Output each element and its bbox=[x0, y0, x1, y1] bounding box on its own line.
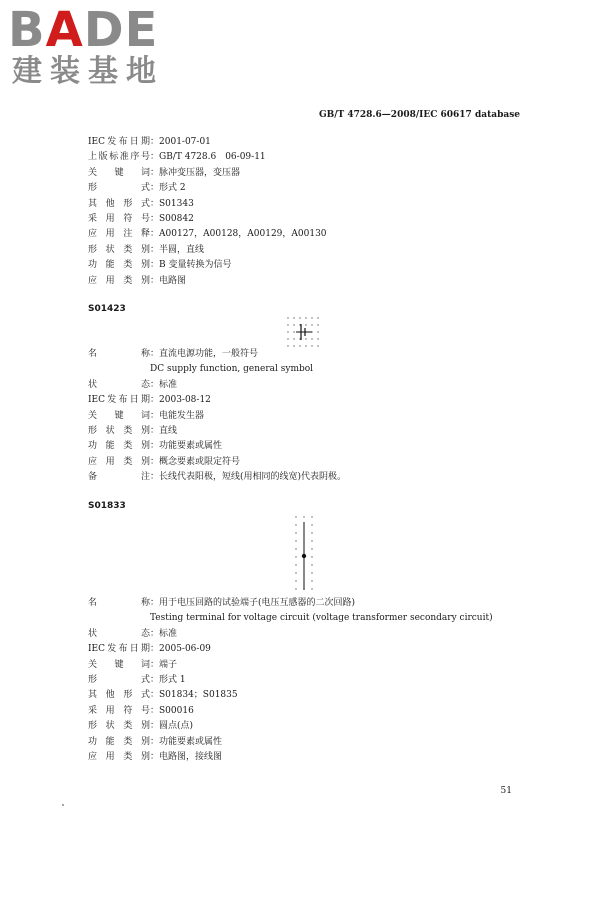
colon: ： bbox=[150, 198, 160, 209]
logo-letter: B bbox=[8, 2, 46, 58]
field-value: 功能要素或属性 bbox=[159, 441, 223, 452]
logo-letters: DE bbox=[83, 2, 159, 58]
terminal-dot bbox=[302, 554, 306, 558]
field-label: 其 他 形 式 bbox=[88, 198, 150, 209]
field-value: 2003-08-12 bbox=[159, 395, 211, 406]
field-row bbox=[88, 596, 493, 611]
colon: ： bbox=[150, 751, 160, 762]
colon: ： bbox=[150, 736, 160, 747]
entry-s01423 bbox=[88, 347, 346, 486]
field-label: 采 用 符 号 bbox=[88, 705, 150, 716]
colon: ： bbox=[150, 410, 160, 421]
field-label: IEC发布日期 bbox=[88, 644, 150, 655]
colon: ： bbox=[150, 349, 160, 359]
field-label: 名 称 bbox=[88, 598, 150, 608]
colon: ： bbox=[150, 721, 160, 732]
field-row bbox=[88, 455, 346, 470]
field-value: 2001-07-01 bbox=[159, 137, 211, 147]
standard-header: GB/T 4728.6—2008/IEC 60617 database bbox=[318, 110, 520, 120]
field-label: 应 用 类 别 bbox=[88, 456, 150, 467]
colon: ： bbox=[150, 644, 160, 655]
field-row bbox=[88, 135, 327, 150]
testing-terminal-symbol bbox=[292, 514, 316, 594]
field-value: 脉冲变压器，变压器 bbox=[159, 167, 241, 178]
entry-id: S01833 bbox=[88, 501, 126, 511]
colon: ： bbox=[150, 705, 160, 716]
colon: ： bbox=[150, 598, 160, 608]
field-row bbox=[88, 658, 493, 673]
field-row bbox=[88, 197, 327, 212]
field-value: 概念要素或限定符号 bbox=[159, 456, 241, 467]
field-value: 长线代表阳极，短线(用相同的线宽)代表阴极。 bbox=[159, 472, 347, 483]
colon: ： bbox=[150, 425, 160, 436]
field-label: 功 能 类 别 bbox=[88, 736, 150, 747]
field-row bbox=[88, 642, 493, 657]
field-row bbox=[88, 274, 327, 289]
field-value: 圆点(点) bbox=[159, 721, 194, 732]
field-row bbox=[88, 212, 327, 227]
field-label: 形 状 类 别 bbox=[88, 244, 150, 255]
colon: ： bbox=[150, 472, 160, 483]
field-row bbox=[88, 673, 493, 688]
field-label: 功 能 类 别 bbox=[88, 441, 150, 452]
field-row bbox=[88, 166, 327, 181]
colon: ： bbox=[150, 690, 160, 701]
colon: ： bbox=[150, 659, 160, 670]
field-row bbox=[88, 362, 346, 377]
scan-speck bbox=[62, 804, 64, 806]
field-row bbox=[88, 470, 346, 485]
field-value: S00016 bbox=[159, 705, 194, 716]
field-row bbox=[88, 347, 346, 362]
field-value: S00842 bbox=[159, 213, 194, 224]
bade-logo bbox=[8, 2, 164, 90]
field-label: IEC发布日期 bbox=[88, 395, 150, 406]
field-label: 关 键 词 bbox=[88, 167, 150, 178]
colon: ： bbox=[150, 137, 160, 147]
field-row bbox=[88, 378, 346, 393]
field-value: B 变量转换为信号 bbox=[159, 260, 232, 271]
colon: ： bbox=[150, 152, 160, 163]
logo-letter-accent: A bbox=[45, 2, 84, 58]
field-row bbox=[88, 409, 346, 424]
colon: ： bbox=[150, 229, 160, 240]
field-label: 应 用 注 释 bbox=[88, 229, 150, 240]
field-label: 其 他 形 式 bbox=[88, 690, 150, 701]
field-label: 关 键 词 bbox=[88, 659, 150, 670]
field-label: 形 式 bbox=[88, 674, 150, 685]
field-label: 上版标准序号 bbox=[88, 152, 150, 163]
field-label: 名 称 bbox=[88, 349, 150, 359]
field-row bbox=[88, 704, 493, 719]
field-value: 形式 1 bbox=[159, 674, 186, 685]
colon: ： bbox=[150, 395, 160, 406]
field-value: 半圆，直线 bbox=[159, 244, 205, 255]
colon: ： bbox=[150, 275, 160, 286]
field-value: 标准 bbox=[159, 379, 178, 390]
colon: ： bbox=[150, 260, 160, 271]
field-value: 功能要素或属性 bbox=[159, 736, 223, 747]
field-row bbox=[88, 393, 346, 408]
field-label: 功 能 类 别 bbox=[88, 260, 150, 271]
colon: ： bbox=[150, 213, 160, 224]
colon: ： bbox=[150, 441, 160, 452]
field-label: 采 用 符 号 bbox=[88, 213, 150, 224]
entry-continued bbox=[88, 135, 327, 289]
field-label: 应 用 类 别 bbox=[88, 275, 150, 286]
logo-latin bbox=[8, 2, 164, 58]
field-value: 直线 bbox=[159, 425, 178, 436]
field-value: 电能发生器 bbox=[159, 410, 205, 421]
field-row bbox=[88, 750, 493, 765]
field-label: 形 状 类 别 bbox=[88, 721, 150, 732]
field-row bbox=[88, 150, 327, 165]
field-row bbox=[88, 688, 493, 703]
field-label: 关 键 词 bbox=[88, 410, 150, 421]
field-label: 状 态 bbox=[88, 628, 150, 639]
field-value: 形式 2 bbox=[159, 183, 186, 194]
colon: ： bbox=[150, 628, 160, 639]
entry-id: S01423 bbox=[88, 304, 126, 314]
field-value: 端子 bbox=[159, 659, 178, 670]
field-value: 电路图 bbox=[159, 275, 187, 286]
field-row bbox=[88, 424, 346, 439]
field-row bbox=[88, 181, 327, 196]
entry-s01833 bbox=[88, 596, 493, 765]
name-cn: 用于电压回路的试验端子(电压互感器的二次回路) bbox=[159, 598, 356, 608]
field-label: 备 注 bbox=[88, 472, 150, 483]
field-row bbox=[88, 611, 493, 626]
field-label: 形 状 类 别 bbox=[88, 425, 150, 436]
dc-supply-symbol bbox=[286, 316, 322, 350]
logo-cjk: 建装基地 bbox=[12, 54, 164, 89]
colon: ： bbox=[150, 456, 160, 467]
colon: ： bbox=[150, 379, 160, 390]
field-value: 2005-06-09 bbox=[159, 644, 211, 655]
field-value: A00127，A00128，A00129，A00130 bbox=[159, 229, 327, 240]
field-label: 状 态 bbox=[88, 379, 150, 390]
field-row bbox=[88, 258, 327, 273]
field-row bbox=[88, 439, 346, 454]
field-row bbox=[88, 719, 493, 734]
field-value: 电路图，接线图 bbox=[159, 751, 223, 762]
colon: ： bbox=[150, 674, 160, 685]
colon: ： bbox=[150, 183, 160, 194]
colon: ： bbox=[150, 244, 160, 255]
field-value: S01343 bbox=[159, 198, 194, 209]
field-row bbox=[88, 243, 327, 258]
colon: ： bbox=[150, 167, 160, 178]
field-value: GB/T 4728.6 06-09-11 bbox=[159, 152, 266, 163]
field-label: 应 用 类 别 bbox=[88, 751, 150, 762]
field-row bbox=[88, 735, 493, 750]
page-number: 51 bbox=[500, 786, 512, 796]
name-cn: 直流电源功能，一般符号 bbox=[159, 349, 259, 359]
name-en: DC supply function, general symbol bbox=[150, 364, 314, 375]
name-en: Testing terminal for voltage circuit (voltage transformer secondary circuit) bbox=[150, 613, 493, 624]
field-label: IEC发布日期 bbox=[88, 137, 150, 147]
field-row bbox=[88, 627, 493, 642]
field-row bbox=[88, 227, 327, 242]
field-label: 形 式 bbox=[88, 183, 150, 194]
field-value: 标准 bbox=[159, 628, 178, 639]
field-value: S01834；S01835 bbox=[159, 690, 238, 701]
